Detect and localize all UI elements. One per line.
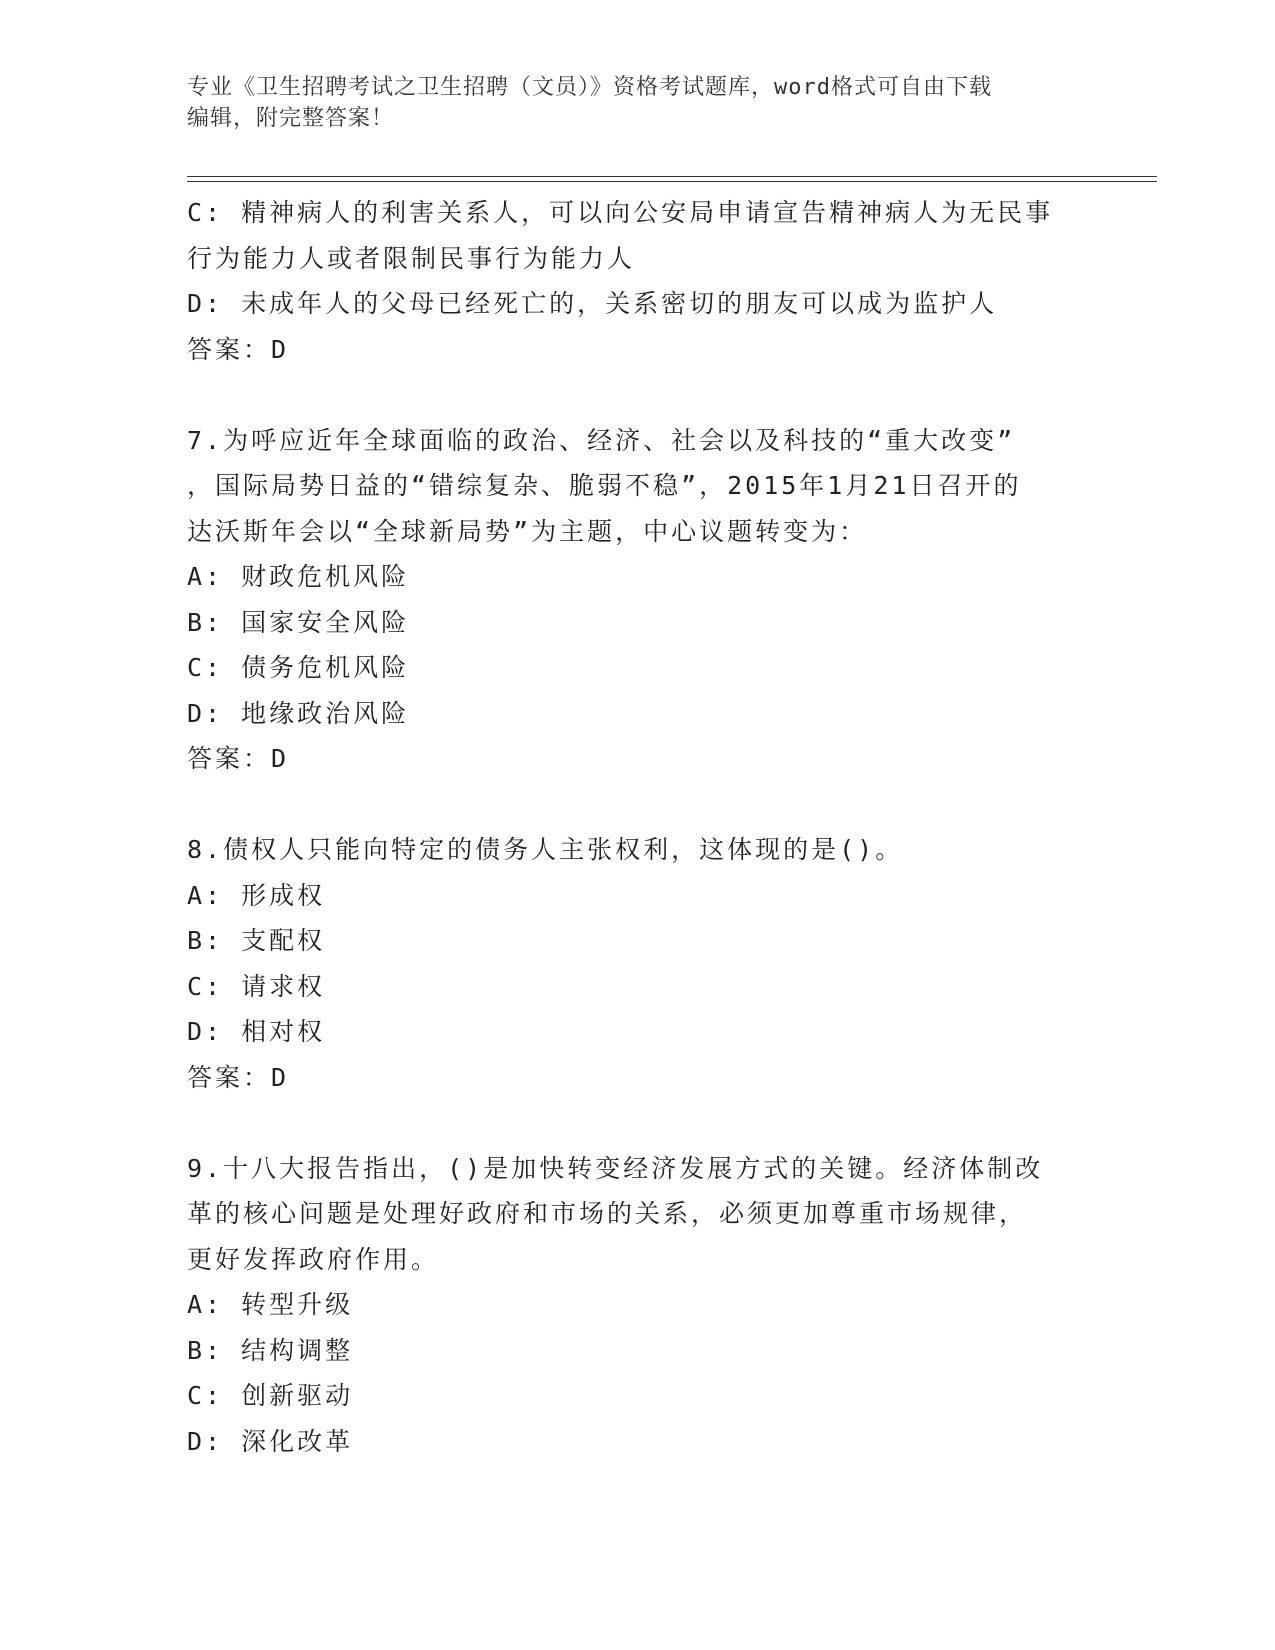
q9-stem-line-2: 革的核心问题是处理好政府和市场的关系，必须更加尊重市场规律，	[187, 1199, 1028, 1228]
q7-stem-line-1: 7.为呼应近年全球面临的政治、经济、社会以及科技的“重大改变”	[187, 425, 1016, 455]
document-header	[187, 72, 1087, 134]
q8-option-b: B: 支配权	[187, 926, 326, 955]
spacer	[187, 372, 1087, 418]
q7-answer-label: 答案：	[187, 744, 272, 773]
q9-option-b: B: 结构调整	[187, 1335, 354, 1365]
q7-answer	[187, 736, 1087, 782]
q7-stem-line-3: 达沃斯年会以“全球新局势”为主题，中心议题转变为：	[187, 516, 868, 546]
header-rule-bottom	[187, 181, 1157, 182]
q7-option-b: B: 国家安全风险	[187, 607, 410, 637]
spacer	[187, 782, 1087, 828]
q7-answer-value: D	[271, 744, 289, 773]
header-line-2: 编辑，附完整答案！	[187, 106, 395, 131]
q9-option-c: C: 创新驱动	[187, 1381, 354, 1410]
q7-option-a: A: 财政危机风险	[187, 562, 410, 591]
q8-option-a: A: 形成权	[187, 880, 326, 910]
q7-option-c: C: 债务危机风险	[187, 653, 410, 682]
q6-option-d: D: 未成年人的父母已经死亡的，关系密切的朋友可以成为监护人	[187, 289, 998, 318]
q9-stem-line-3: 更好发挥政府作用。	[187, 1244, 440, 1274]
q8-option-d: D: 相对权	[187, 1017, 326, 1046]
q8-stem-line-1: 8.债权人只能向特定的债务人主张权利，这体现的是()。	[187, 835, 904, 864]
q9-stem-line-1: 9.十八大报告指出，()是加快转变经济发展方式的关键。经济体制改	[187, 1153, 1044, 1183]
q8-answer-value: D	[271, 1062, 289, 1092]
q8-option-c: C: 请求权	[187, 971, 326, 1001]
header-line-1: 专业《卫生招聘考试之卫生招聘（文员）》资格考试题库，word格式可自由下载	[187, 75, 992, 100]
q6-answer-label: 答案：	[187, 334, 272, 364]
q7-option-d: D: 地缘政治风险	[187, 698, 410, 728]
q8-answer-label: 答案：	[187, 1062, 272, 1092]
q6-option-c-line-2: 行为能力人或者限制民事行为能力人	[187, 243, 636, 273]
q6-answer-value: D	[271, 334, 289, 364]
question-content	[187, 190, 1087, 1464]
q7-stem-line-2: ，国际局势日益的“错综复杂、脆弱不稳”，2015年1月21日召开的	[187, 471, 1022, 500]
q8-answer	[187, 1055, 1087, 1101]
q6-option-c-line-1: C: 精神病人的利害关系人，可以向公安局申请宣告精神病人为无民事	[187, 198, 1054, 227]
spacer	[187, 1100, 1087, 1146]
q9-option-d: D: 深化改革	[187, 1426, 354, 1456]
header-rule-top	[187, 176, 1157, 177]
q9-option-a: A: 转型升级	[187, 1290, 354, 1319]
q6-answer	[187, 327, 1087, 373]
